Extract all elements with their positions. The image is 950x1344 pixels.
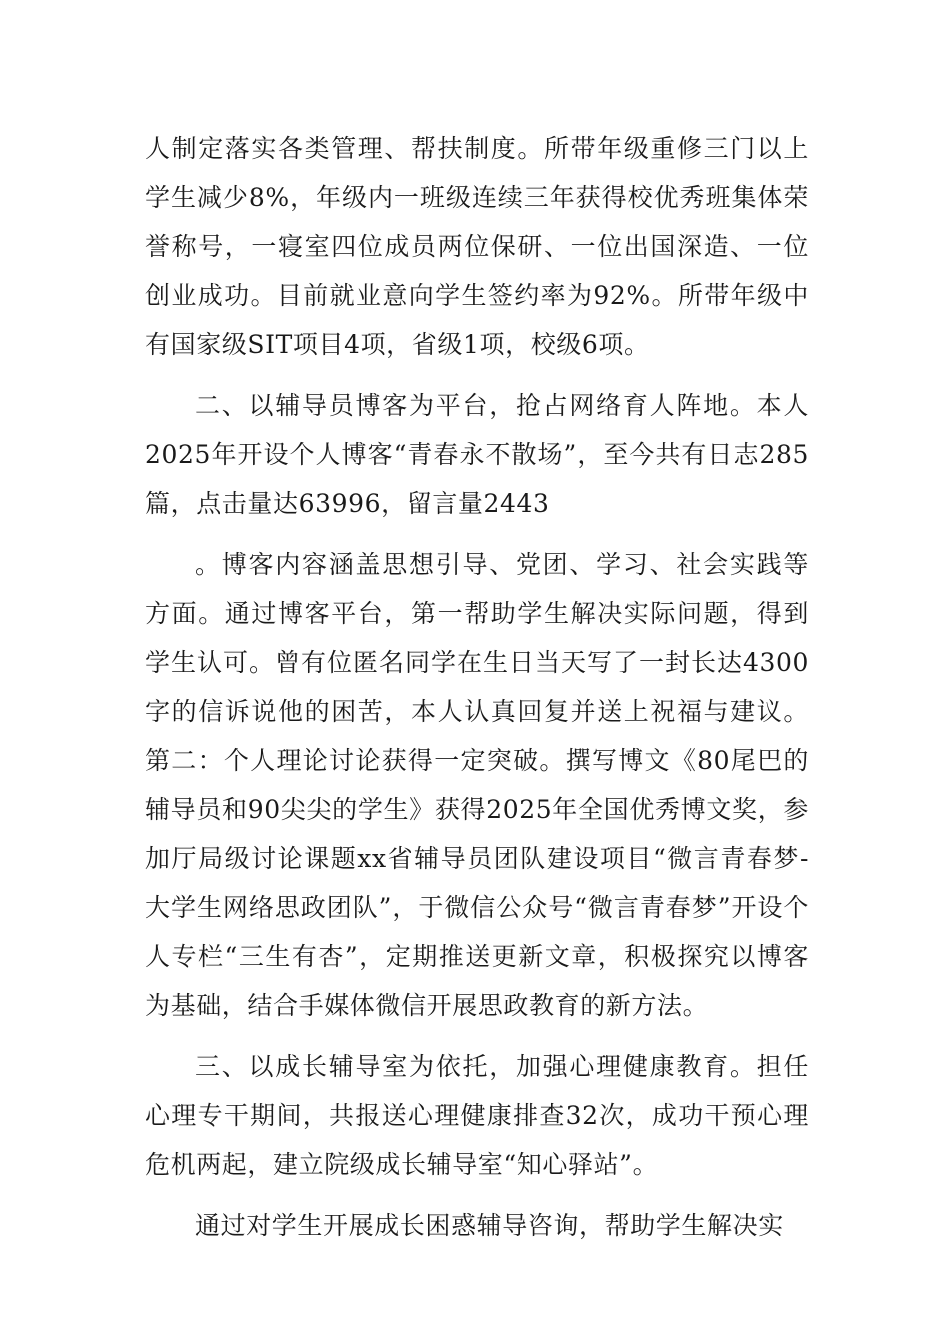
paragraph-blog-content: 。博客内容涵盖思想引导、党团、学习、社会实践等方面。通过博客平台，第一帮助学生解决实际问题，得到学生认可。曾有位匿名同学在生日当天写了一封长达4300字的信诉说他的困苦，本人认真回复并送上祝福与建议。第二：个人理论讨论获得一定突破。撰写博文《80尾巴的辅导员和90尖尖的学生》获得2025年全国优秀博文奖，参加厅局级讨论课题xx省辅导员团队建设项目“微言青春梦-大学生网络思政团队”，于微信公众号“微言青春梦”开设个人专栏“三生有杏”，定期推送更新文章，积极探究以博客为基础，结合手媒体微信开展思政教育的新方法。 [145,550,809,1020]
paragraph-continued: 人制定落实各类管理、帮扶制度。所带年级重修三门以上学生减少8%，年级内一班级连续三年获得校优秀班集体荣誉称号，一寝室四位成员两位保研、一位出国深造、一位创业成功。目前就业意向学生签约率为92%。所带年级中有国家级SIT项目4项，省级1项，校级6项。 [145,134,809,359]
paragraph-counseling: 通过对学生开展成长困惑辅导咨询，帮助学生解决实 [195,1211,784,1240]
paragraph-section-three: 三、以成长辅导室为依托，加强心理健康教育。担任心理专干期间，共报送心理健康排查32次，成功干预心理危机两起，建立院级成长辅导室“知心驿站”。 [145,1052,809,1179]
paragraph-section-two: 二、以辅导员博客为平台，抢占网络育人阵地。本人2025年开设个人博客“青春永不散场”，至今共有日志285篇，点击量达63996，留言量2443 [145,391,809,518]
document-body [145,124,809,1250]
